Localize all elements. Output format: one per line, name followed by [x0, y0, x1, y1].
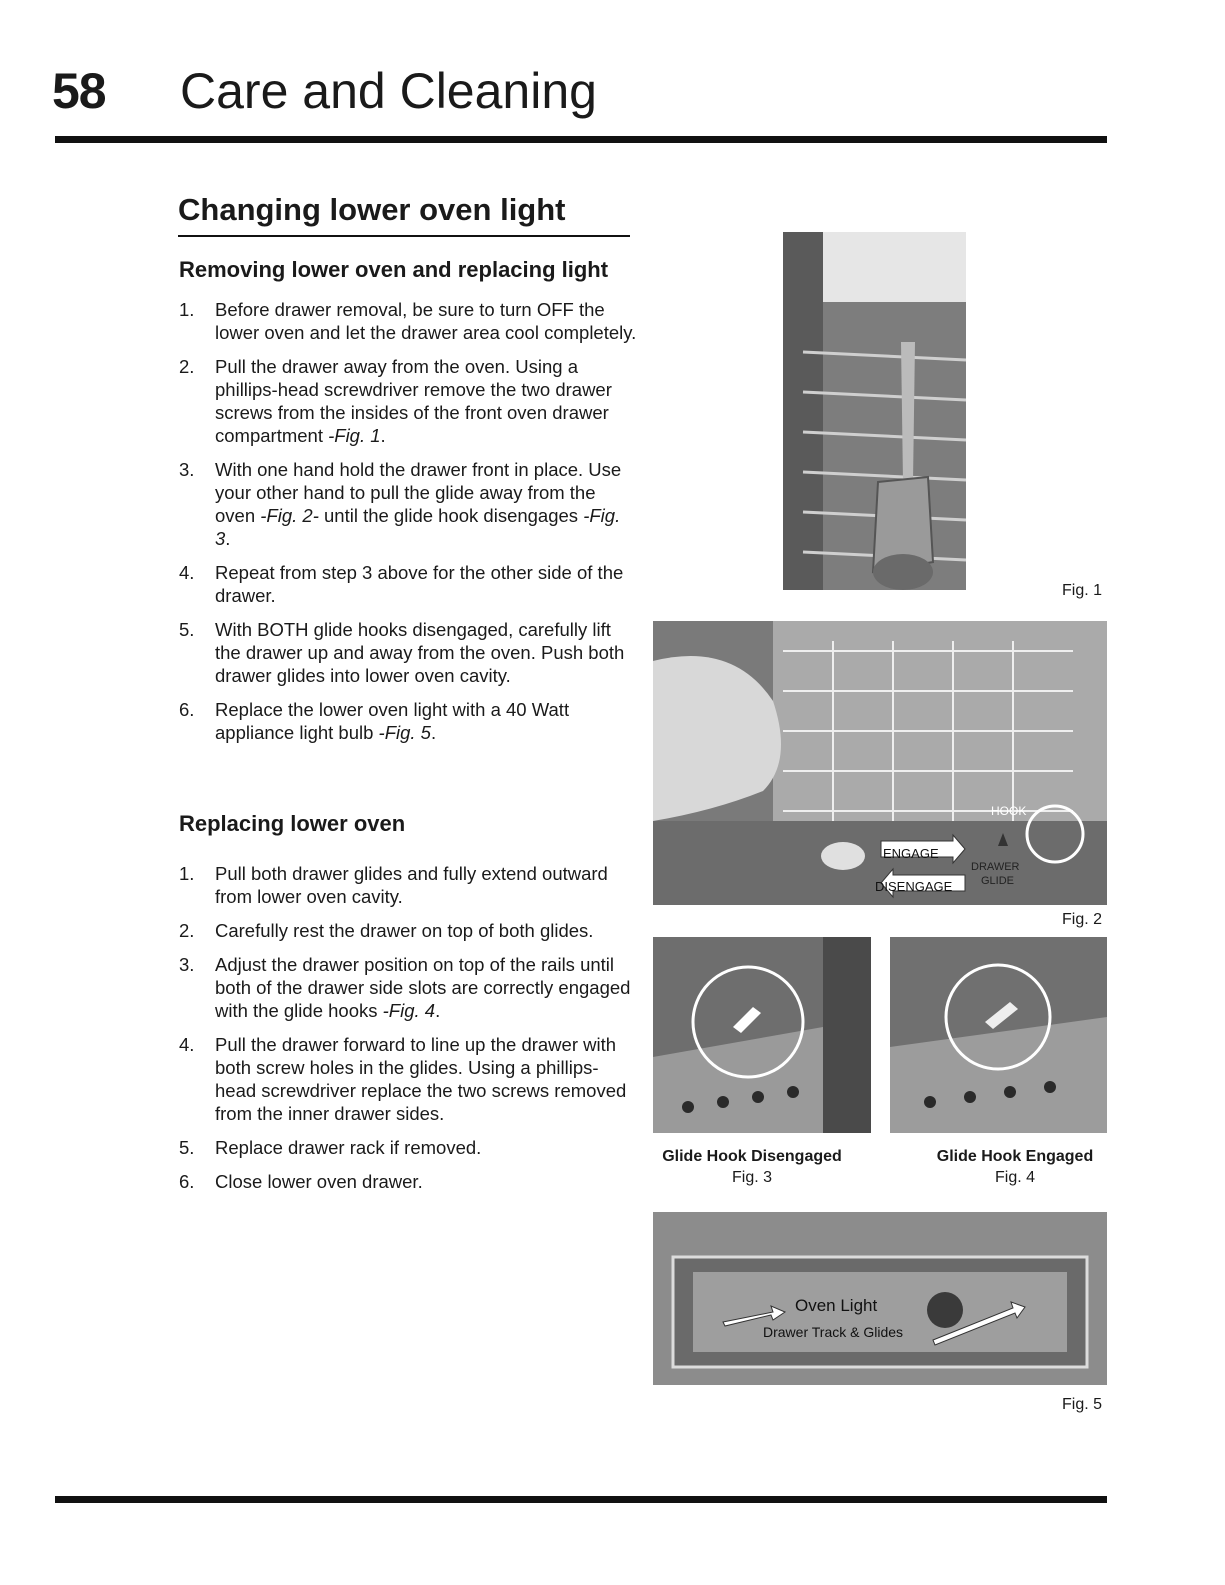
page-number: 58	[52, 63, 106, 119]
list-item: 2. Pull the drawer away from the oven. Using a phillips-head screwdriver remove the two drawer screws from the insides of the front oven drawer compartment -Fig. 1.	[179, 356, 612, 446]
page-title: Care and Cleaning	[180, 63, 597, 119]
removing-steps	[179, 298, 639, 755]
removing-heading: Removing lower oven and replacing light	[179, 257, 609, 282]
section-underline	[178, 235, 630, 237]
list-item: 3. Adjust the drawer position on top of the rails until both of the drawer side slots are correctly engaged with the glide hooks -Fig. 4.	[179, 954, 631, 1021]
bottom-divider	[55, 1496, 1107, 1503]
list-item: 5. Replace drawer rack if removed.	[179, 1137, 482, 1158]
fig5-label: Fig. 5	[1062, 1396, 1103, 1413]
list-item: 1. Pull both drawer glides and fully extend outward from lower oven cavity.	[179, 863, 608, 907]
fig4-label: Fig. 4	[994, 1169, 1035, 1186]
fig5-photo	[653, 1212, 1107, 1385]
fig3-caption: Glide Hook Disengaged	[662, 1148, 842, 1165]
oven-light-label: Oven Light	[795, 1296, 878, 1315]
replacing-steps	[179, 862, 639, 1204]
disengage-label: DISENGAGE	[875, 879, 953, 894]
list-item: 5. With BOTH glide hooks disengaged, carefully lift the drawer up and away from the oven. Push both drawer glides into lower oven cavity.	[179, 619, 625, 686]
list-item: 4. Repeat from step 3 above for the other side of the drawer.	[179, 562, 624, 606]
engage-label: ENGAGE	[883, 846, 939, 861]
hook-label: HOOK	[991, 804, 1027, 818]
list-item: 4. Pull the drawer forward to line up the drawer with both screw holes in the glides. Using a phillips-head screwdriver replace the two screws removed from the inner drawer sides.	[179, 1034, 627, 1124]
glide-label: GLIDE	[981, 875, 1015, 887]
list-item: 6. Replace the lower oven light with a 40 Watt appliance light bulb -Fig. 5.	[179, 699, 570, 743]
fig3-label: Fig. 3	[731, 1169, 772, 1186]
drawer-label: DRAWER	[971, 861, 1020, 873]
fig1-label: Fig. 1	[1062, 582, 1103, 599]
top-divider	[55, 136, 1107, 143]
fig2-photo	[653, 621, 1107, 905]
drawer-track-label: Drawer Track & Glides	[763, 1324, 904, 1340]
fig4-photo	[890, 937, 1107, 1133]
list-item: 1. Before drawer removal, be sure to turn OFF the lower oven and let the drawer area cool completely.	[179, 299, 637, 343]
fig2-label: Fig. 2	[1062, 911, 1103, 928]
fig3-photo	[653, 937, 871, 1133]
list-item: 6. Close lower oven drawer.	[179, 1171, 423, 1192]
list-item: 2. Carefully rest the drawer on top of both glides.	[179, 920, 594, 941]
fig4-caption: Glide Hook Engaged	[936, 1148, 1094, 1165]
fig1-photo	[783, 232, 966, 590]
section-title: Changing lower oven light	[178, 192, 566, 227]
list-item: 3. With one hand hold the drawer front in place. Use your other hand to pull the glide away from the oven -Fig. 2- until the glide hook disengages -Fig. 3.	[179, 459, 622, 549]
replacing-heading: Replacing lower oven	[179, 811, 406, 836]
